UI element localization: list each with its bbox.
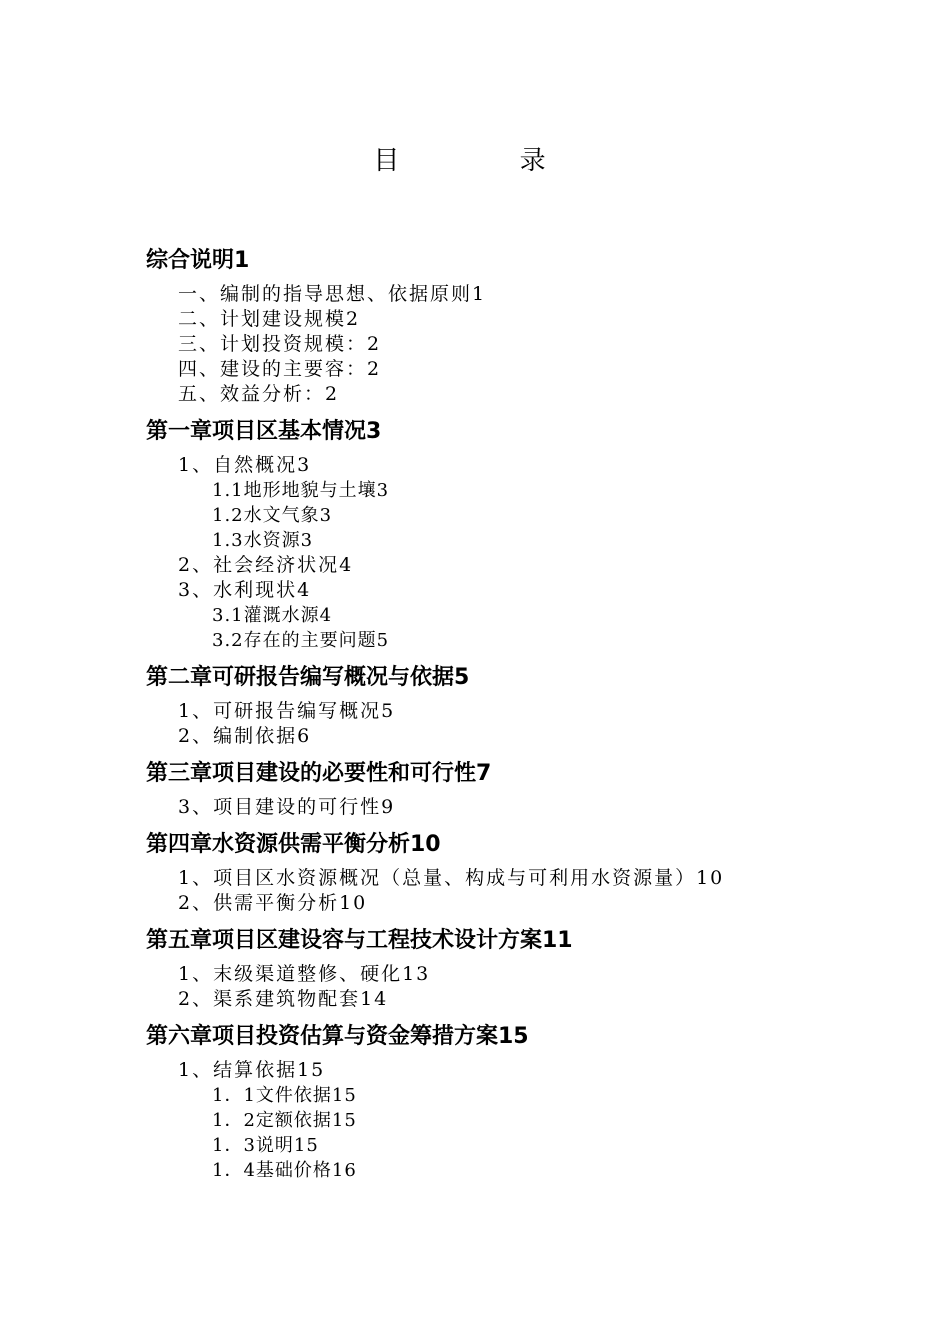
toc-section-entry[interactable]: 四、建设的主要容：2 (178, 358, 382, 380)
toc-section-entry[interactable]: 1、结算依据15 (178, 1059, 326, 1081)
table-of-contents (146, 238, 926, 1183)
toc-chapter-entry[interactable]: 第四章水资源供需平衡分析10 (146, 832, 441, 857)
toc-subsection-entry[interactable]: 1.3水资源3 (212, 530, 314, 551)
toc-subsection-entry[interactable]: 3.1灌溉水源4 (212, 605, 333, 626)
toc-subsection-entry[interactable]: 1.2水文气象3 (212, 505, 333, 526)
toc-section-entry[interactable]: 1、自然概况3 (178, 454, 312, 476)
toc-section-entry[interactable]: 2、编制依据6 (178, 725, 312, 747)
toc-chapter-entry[interactable]: 第三章项目建设的必要性和可行性7 (146, 761, 492, 786)
toc-section-entry[interactable]: 三、计划投资规模：2 (178, 333, 382, 355)
toc-chapter-entry[interactable]: 第五章项目区建设容与工程技术设计方案11 (146, 928, 573, 953)
toc-subsection-entry[interactable]: 1．1文件依据15 (212, 1085, 357, 1106)
toc-section-entry[interactable]: 3、项目建设的可行性9 (178, 796, 396, 818)
toc-section-entry[interactable]: 3、水利现状4 (178, 579, 312, 601)
toc-chapter-entry[interactable]: 第六章项目投资估算与资金筹措方案15 (146, 1024, 529, 1049)
toc-chapter-entry[interactable]: 综合说明1 (146, 248, 250, 273)
toc-section-entry[interactable]: 1、项目区水资源概况（总量、构成与可利用水资源量）10 (178, 867, 725, 889)
toc-chapter-entry[interactable]: 第二章可研报告编写概况与依据5 (146, 665, 470, 690)
toc-section-entry[interactable]: 二、计划建设规模2 (178, 308, 361, 330)
toc-subsection-entry[interactable]: 3.2存在的主要问题5 (212, 630, 390, 651)
toc-section-entry[interactable]: 1、末级渠道整修、硬化13 (178, 963, 431, 985)
toc-section-entry[interactable]: 2、供需平衡分析10 (178, 892, 368, 914)
toc-subsection-entry[interactable]: 1．4基础价格16 (212, 1160, 357, 1181)
toc-section-entry[interactable]: 2、渠系建筑物配套14 (178, 988, 389, 1010)
toc-chapter-entry[interactable]: 第一章项目区基本情况3 (146, 419, 382, 444)
toc-title: 目 录 (373, 146, 602, 176)
toc-subsection-entry[interactable]: 1．2定额依据15 (212, 1110, 357, 1131)
toc-section-entry[interactable]: 一、编制的指导思想、依据原则1 (178, 283, 487, 305)
toc-section-entry[interactable]: 1、可研报告编写概况5 (178, 700, 396, 722)
toc-subsection-entry[interactable]: 1.1地形地貌与土壤3 (212, 480, 390, 501)
toc-section-entry[interactable]: 五、效益分析：2 (178, 383, 340, 405)
toc-subsection-entry[interactable]: 1．3说明15 (212, 1135, 319, 1156)
toc-section-entry[interactable]: 2、社会经济状况4 (178, 554, 354, 576)
